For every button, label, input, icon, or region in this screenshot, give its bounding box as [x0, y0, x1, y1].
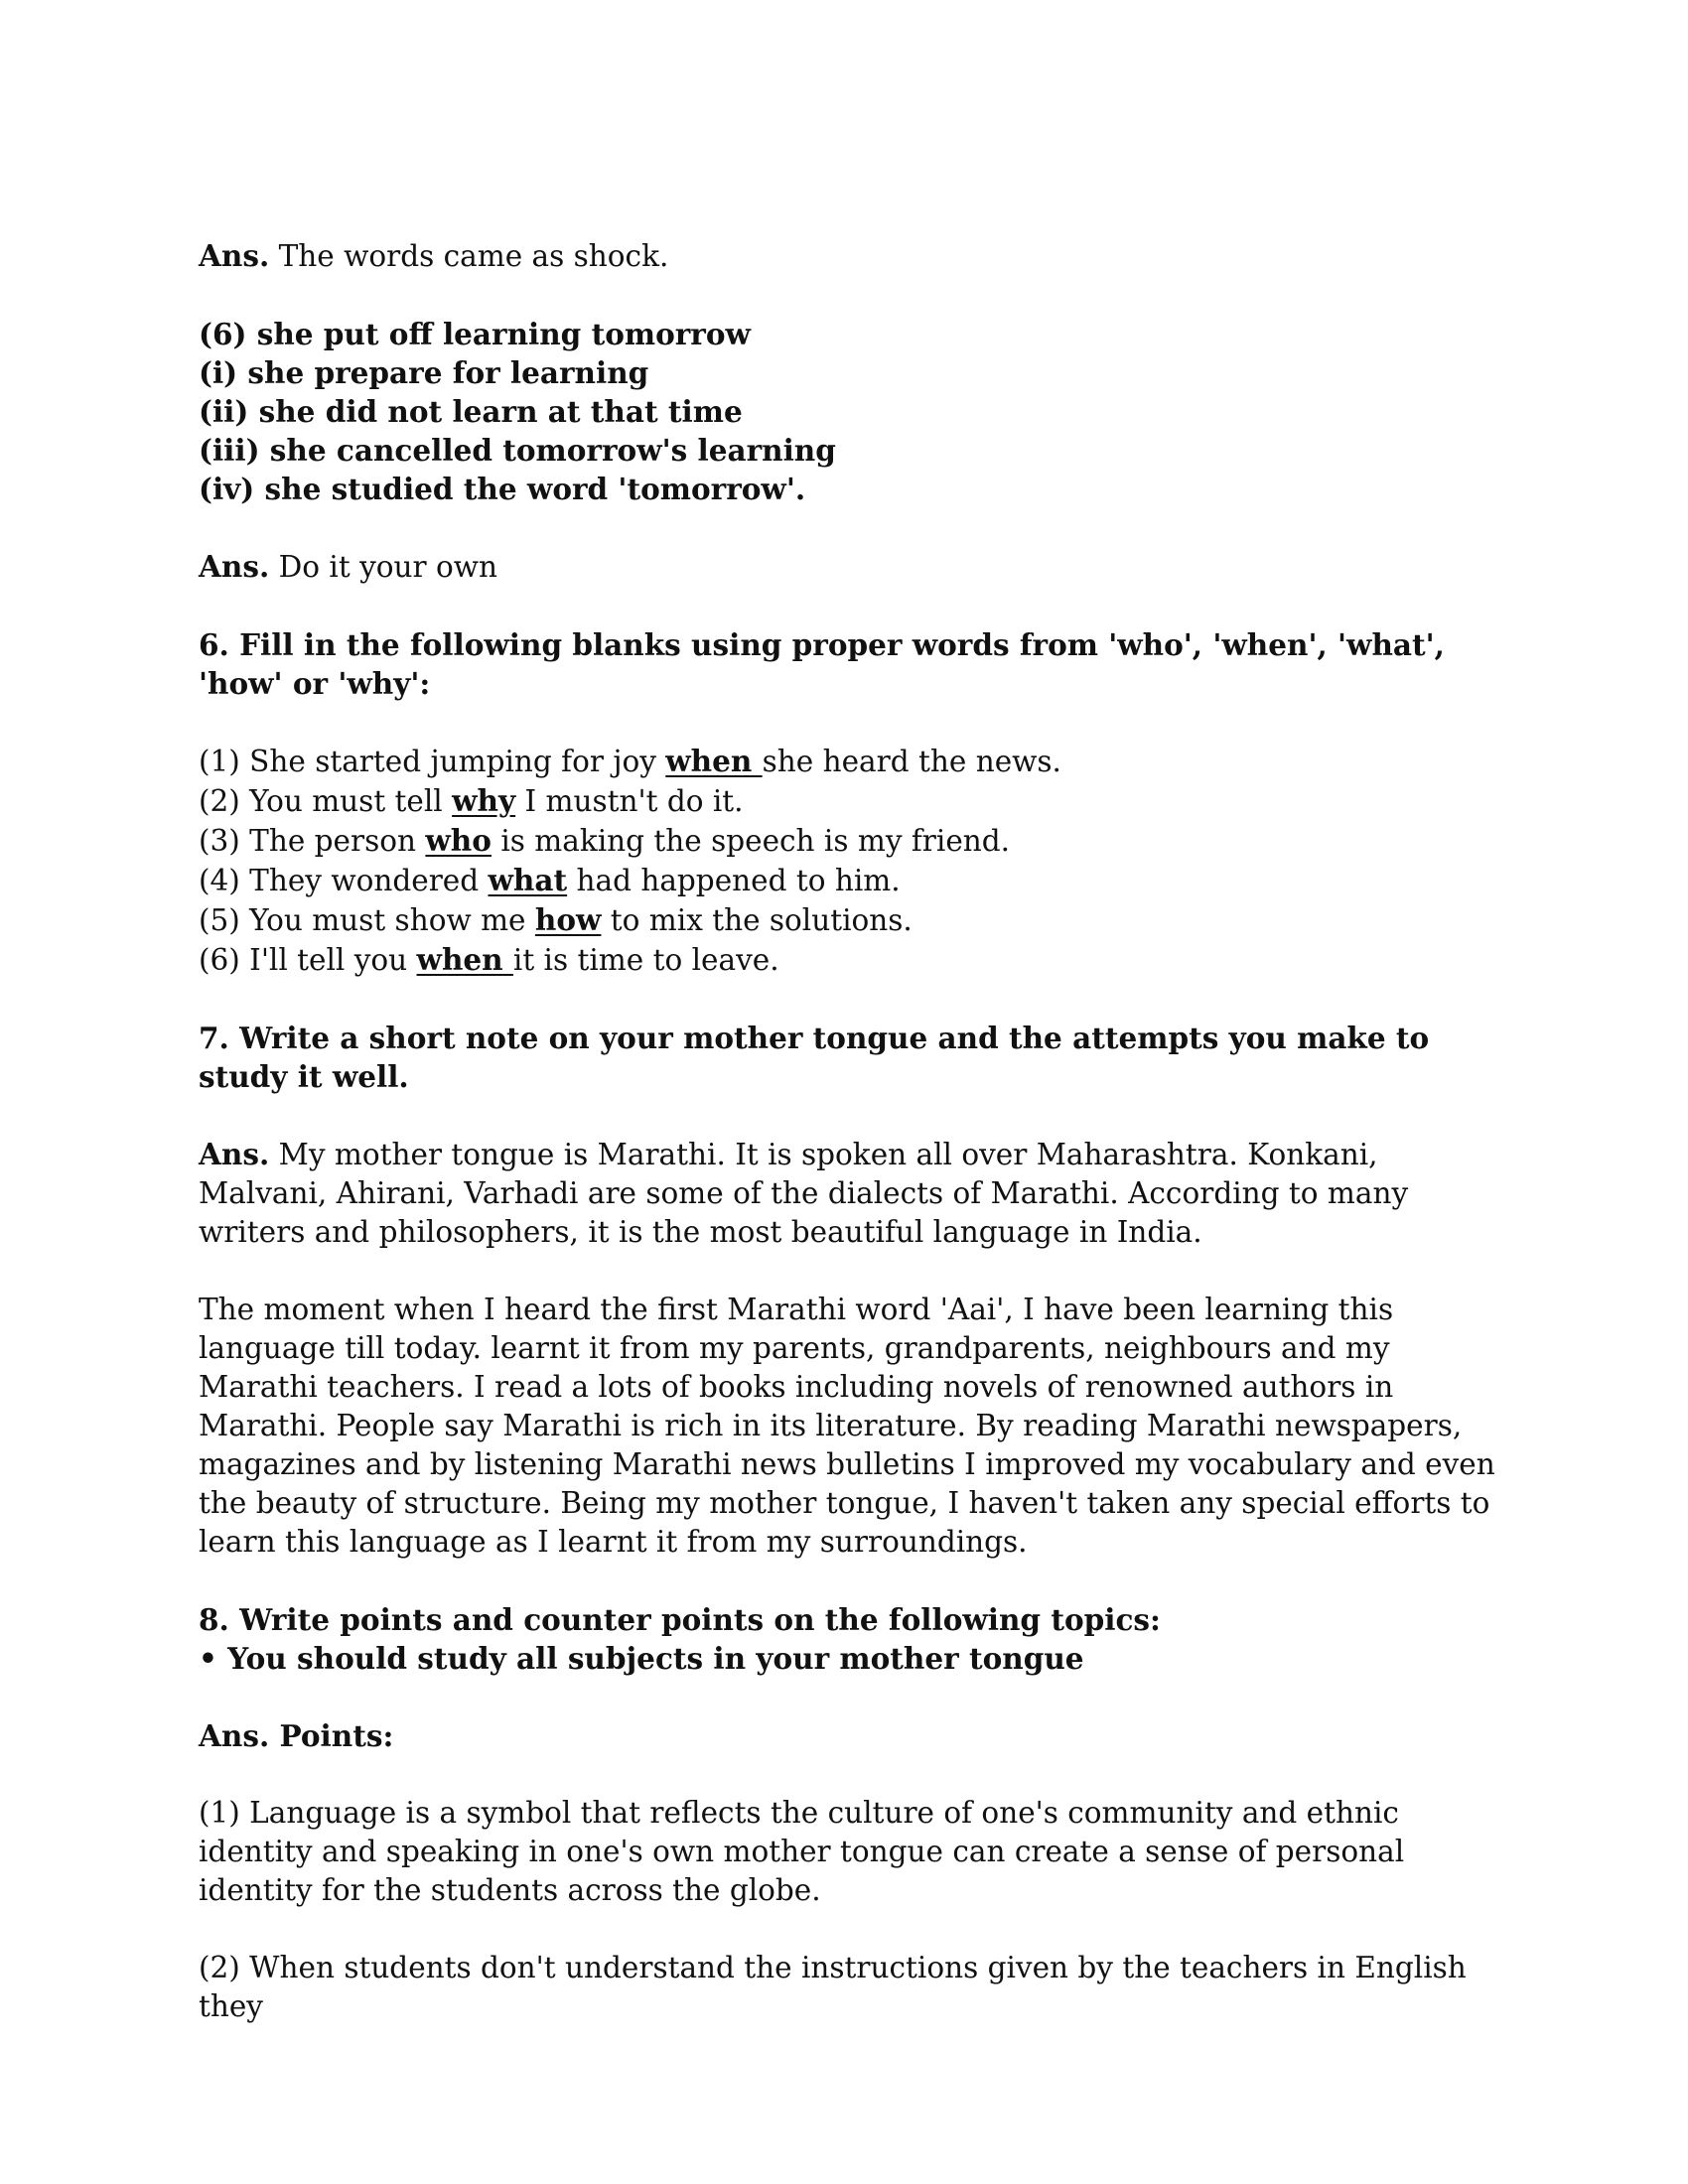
list-item	[199, 781, 1499, 821]
answer-text: Do it your own	[278, 550, 497, 584]
item-text: had happened to him.	[567, 864, 901, 897]
document-page	[199, 236, 1499, 2026]
ans-label: Ans.	[199, 238, 270, 273]
item-text: (3) The person	[199, 824, 426, 858]
point-2: (2) When students don't understand the instructions given by the teachers in English they	[199, 1951, 1467, 2023]
fill-word: why	[452, 783, 516, 818]
item-text: to mix the solutions.	[601, 903, 913, 937]
list-item	[199, 821, 1499, 861]
item-text: (5) You must show me	[199, 903, 535, 937]
fill-word: what	[488, 863, 568, 897]
answer-q7-paragraph-2: The moment when I heard the first Marathi word 'Aai', I have been learning this language till today. learnt it from my parents, grandparents, neighbours and my Marathi teachers. I read a lots of books including novels of renowned authors in Marathi. People say Marathi is rich in its literature. By reading Marathi newspapers, magazines and by listening Marathi news bulletins I improved my vocabulary and even the beauty of structure. Being my mother tongue, I haven't taken any special efforts to learn this language as I learnt it from my surroundings.	[199, 1293, 1495, 1559]
item-text: (6) I'll tell you	[199, 943, 417, 977]
list-item	[199, 861, 1499, 900]
item-text: is making the speech is my friend.	[491, 824, 1011, 858]
fill-word: when	[665, 744, 763, 778]
paragraph-text: My mother tongue is Marathi. It is spoken all over Maharashtra. Konkani, Malvani, Ahirani, Varhadi are some of the dialects of Marathi. According to many writers and philosophers, it is the most beautiful language in India.	[199, 1138, 1409, 1249]
fill-word: when	[416, 942, 513, 977]
option-i: (i) she prepare for learning	[199, 355, 649, 390]
option-iii: (iii) she cancelled tomorrow's learning	[199, 433, 836, 468]
topic-bullet: • You should study all subjects in your mother tongue	[199, 1641, 1084, 1676]
fill-blanks-list	[199, 742, 1499, 980]
list-item	[199, 742, 1499, 781]
item-text: it is time to leave.	[512, 943, 779, 977]
item-text: I mustn't do it.	[515, 784, 744, 818]
list-item	[199, 940, 1499, 980]
answer-q7-paragraph-1	[199, 1135, 1499, 1252]
heading-q6: 6. Fill in the following blanks using proper words from 'who', 'when', 'what', 'how' or 'why':	[199, 627, 1445, 701]
ans-label: Ans.	[199, 1137, 270, 1171]
points-label: Ans. Points:	[199, 1718, 394, 1753]
answer-q5-5	[199, 236, 1499, 276]
heading-q7: 7. Write a short note on your mother tongue and the attempts you make to study it well.	[199, 1021, 1430, 1094]
ans-label: Ans.	[199, 549, 270, 584]
item-text: (2) You must tell	[199, 784, 453, 818]
heading-q8	[199, 1600, 1499, 1678]
heading-text: 8. Write points and counter points on the following topics:	[199, 1602, 1161, 1637]
option-ii: (ii) she did not learn at that time	[199, 394, 743, 429]
fill-word: how	[534, 902, 602, 937]
item-text: (1) She started jumping for joy	[199, 745, 666, 778]
item-text: she heard the news.	[762, 745, 1061, 778]
question-text: (6) she put off learning tomorrow	[199, 317, 751, 351]
point-1: (1) Language is a symbol that reflects the culture of one's community and ethnic identity and speaking in one's own mother tongue can create a sense of personal identity for the students across the globe.	[199, 1796, 1405, 1907]
question-q5-6	[199, 315, 1499, 508]
item-text: (4) They wondered	[199, 864, 489, 897]
fill-word: who	[425, 823, 492, 858]
option-iv: (iv) she studied the word 'tomorrow'.	[199, 472, 806, 506]
answer-q5-6	[199, 547, 1499, 587]
answer-text: The words came as shock.	[278, 239, 669, 273]
list-item	[199, 900, 1499, 940]
